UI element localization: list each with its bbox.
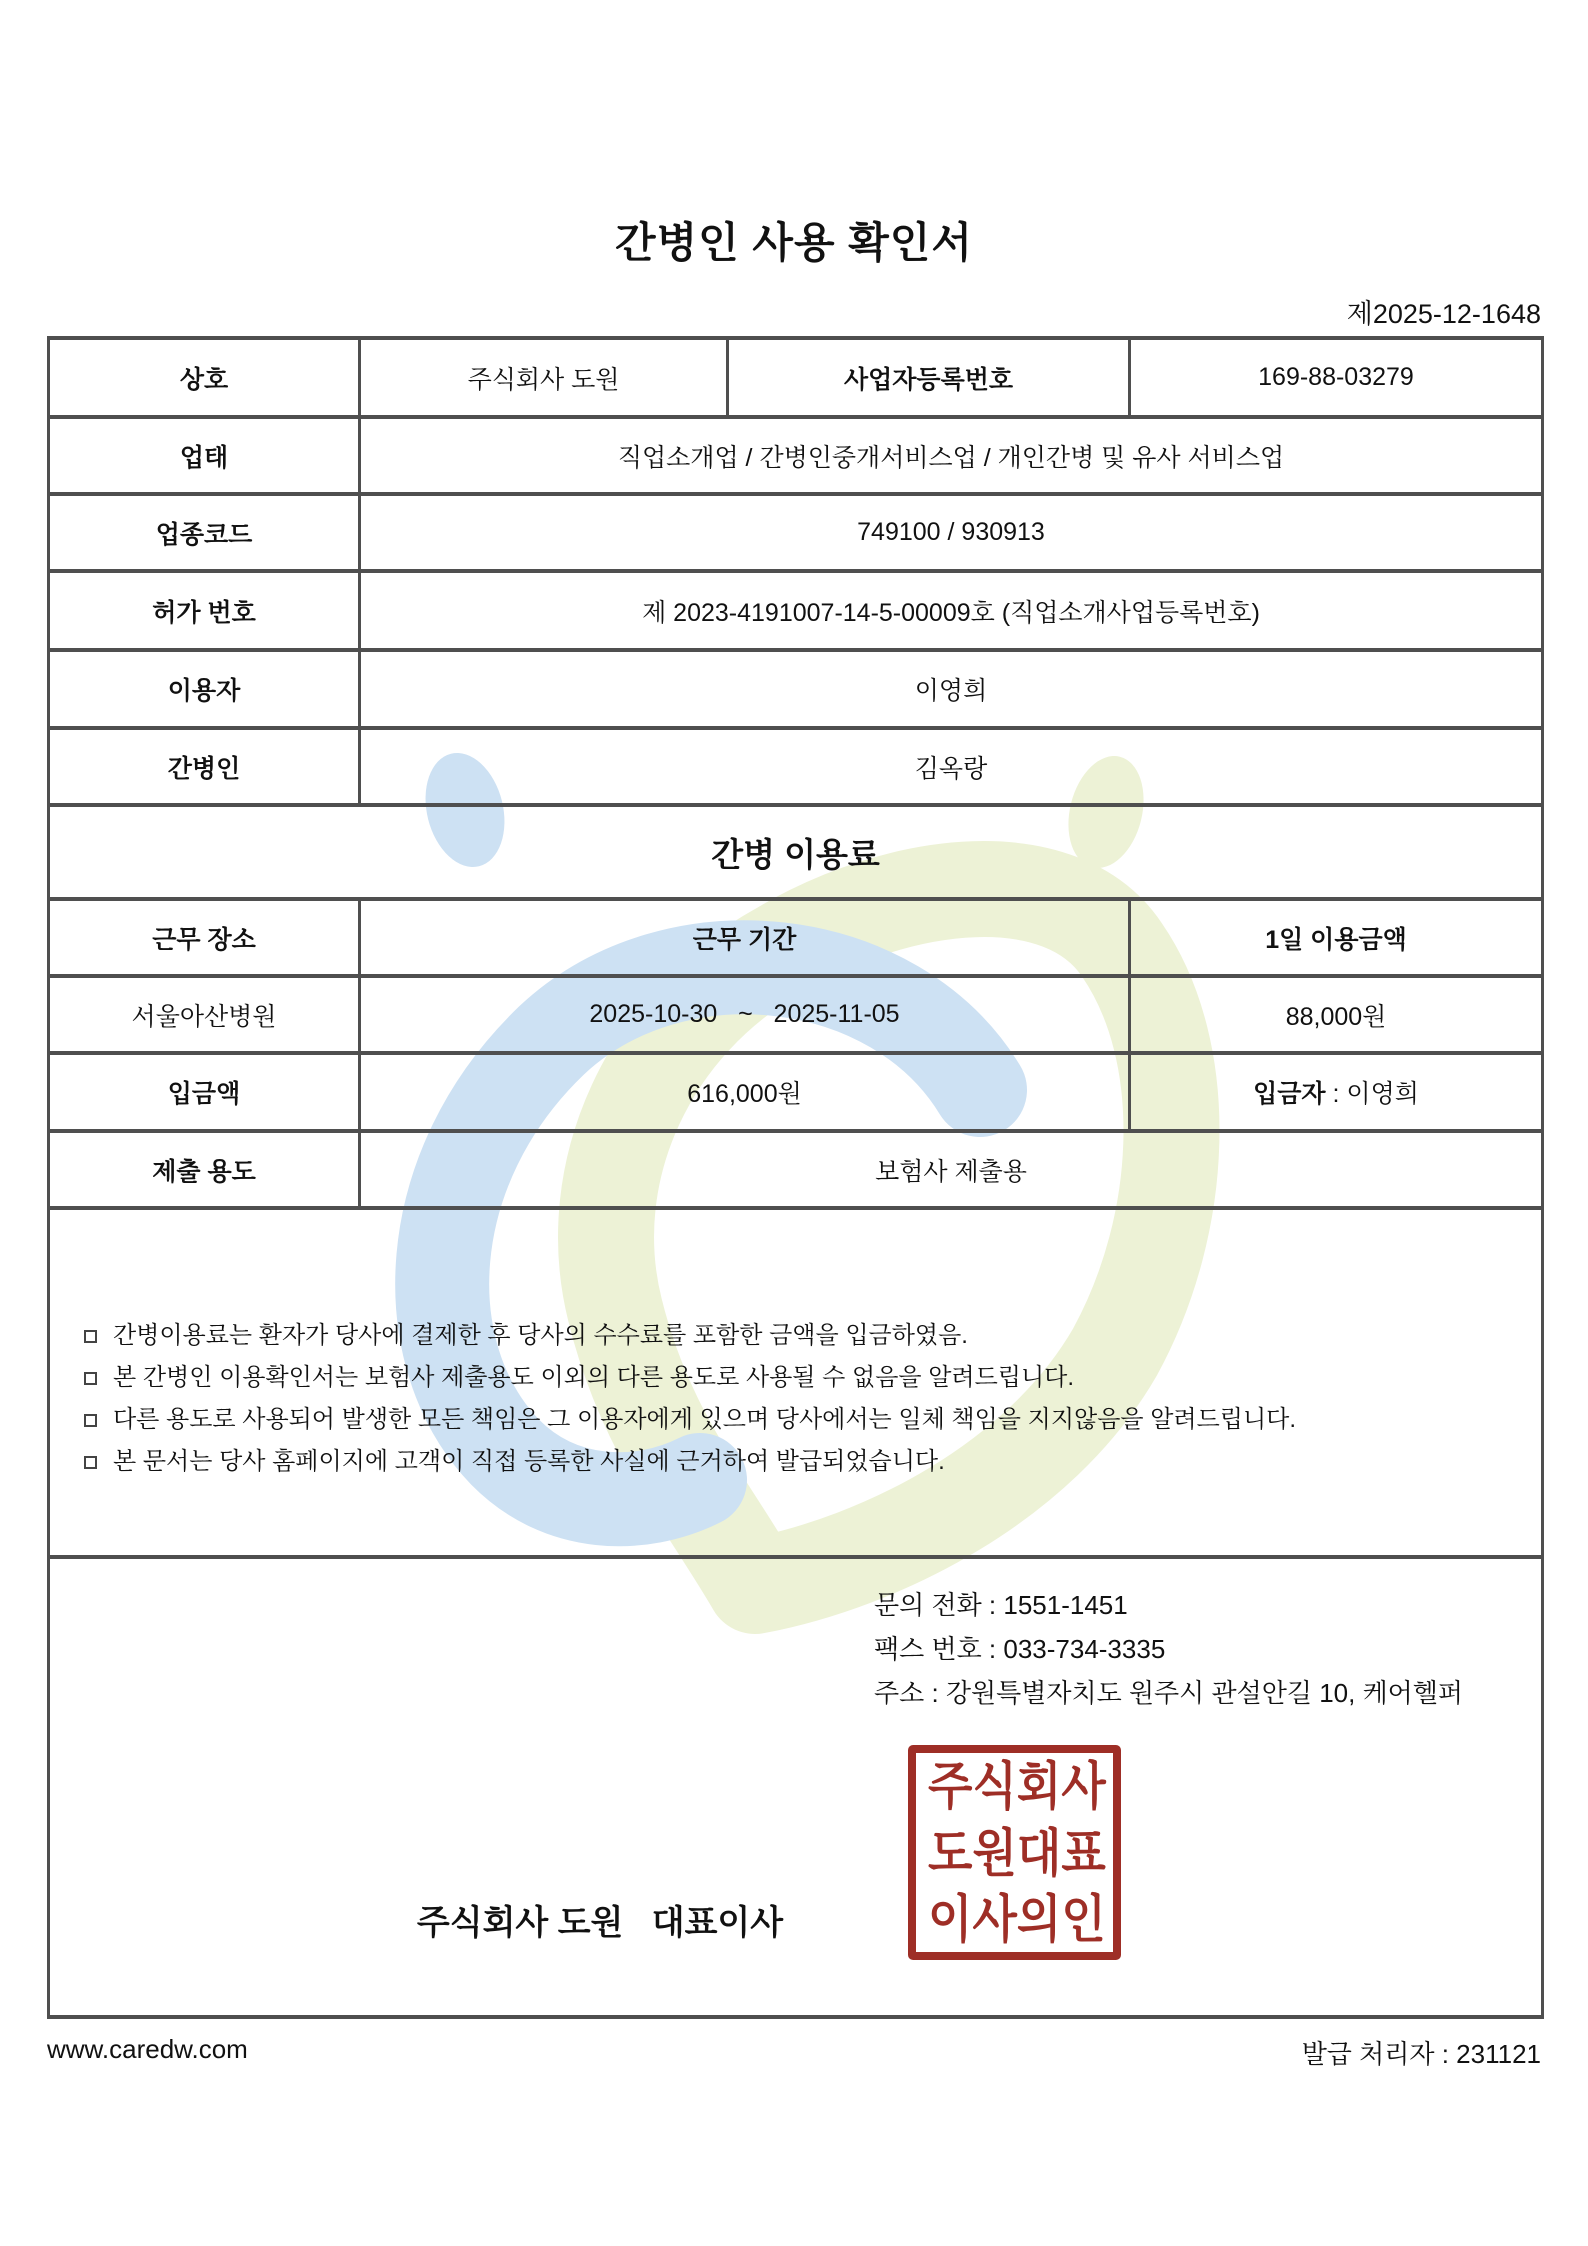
- note-text: 다른 용도로 사용되어 발생한 모든 책임은 그 이용자에게 있으며 당사에서는 일체 책임을 지지않음을 알려드립니다.: [113, 1406, 1296, 1433]
- work-period-value: 2025-10-30 ~ 2025-11-05: [360, 976, 1130, 1053]
- note-item: [84, 1406, 1531, 1434]
- permit-number-value: 제 2023-4191007-14-5-00009호 (직업소개사업등록번호): [360, 571, 1543, 650]
- seal-text-row: 도 원 대 표: [928, 1823, 1106, 1882]
- footer-website: www.caredw.com: [47, 2034, 248, 2064]
- bullet-square-icon: [84, 1456, 97, 1469]
- permit-number-label: 허가 번호: [49, 571, 360, 650]
- business-type-label: 업태: [49, 417, 360, 494]
- confirmation-table: [47, 336, 1544, 2019]
- depositor-label: 입금자: [1253, 1080, 1326, 1108]
- contact-fax: 팩스 번호 : 033-734-3335: [874, 1634, 1166, 1664]
- table-row: [49, 338, 1543, 417]
- deposit-row: [49, 1053, 1543, 1131]
- deposit-label: 입금액: [49, 1053, 360, 1131]
- note-text: 간병이용료는 환자가 당사에 결제한 후 당사의 수수료를 포함한 금액을 입금하였음.: [113, 1322, 968, 1349]
- table-row: [49, 494, 1543, 571]
- note-item: [84, 1448, 1531, 1476]
- fee-header-row: [49, 899, 1543, 976]
- note-item: [84, 1322, 1531, 1350]
- note-text: 본 문서는 당사 홈페이지에 고객이 직접 등록한 사실에 근거하여 발급되었습니다.: [113, 1448, 945, 1475]
- fee-value-row: [49, 976, 1543, 1053]
- signature-row: [49, 1557, 1543, 2017]
- note-item: [84, 1364, 1531, 1392]
- work-place-header: 근무 장소: [49, 899, 360, 976]
- caregiver-label: 간병인: [49, 728, 360, 805]
- seal-text-row: 이 사 의 인: [928, 1889, 1106, 1949]
- purpose-row: [49, 1131, 1543, 1208]
- bullet-square-icon: [84, 1372, 97, 1385]
- table-row: [49, 571, 1543, 650]
- page-title: 간병인 사용 확인서: [615, 219, 973, 266]
- table-row: [49, 650, 1543, 728]
- notes-row: [49, 1208, 1543, 1557]
- depositor-value: : 이영희: [1325, 1080, 1419, 1108]
- business-reg-label: 사업자등록번호: [728, 338, 1130, 417]
- contact-address: 주소 : 강원특별자치도 원주시 관설안길 10, 케어헬퍼: [874, 1678, 1464, 1708]
- industry-code-value: 749100 / 930913: [360, 494, 1543, 571]
- table-row: [49, 417, 1543, 494]
- bullet-square-icon: [84, 1330, 97, 1343]
- daily-fee-value: 88,000원: [1130, 976, 1543, 1053]
- company-signature-line: 주식회사 도원 대표이사: [416, 1904, 784, 1942]
- caregiver-value: 김옥랑: [360, 728, 1543, 805]
- business-reg-value: 169-88-03279: [1130, 338, 1543, 417]
- purpose-value: 보험사 제출용: [360, 1131, 1543, 1208]
- company-name-value: 주식회사 도원: [360, 338, 728, 417]
- user-label: 이용자: [49, 650, 360, 728]
- footer-issuer: 발급 처리자 : 231121: [1301, 2039, 1541, 2069]
- note-text: 본 간병인 이용확인서는 보험사 제출용도 이외의 다른 용도로 사용될 수 없음을 알려드립니다.: [113, 1364, 1075, 1391]
- business-type-value: 직업소개업 / 간병인중개서비스업 / 개인간병 및 유사 서비스업: [360, 417, 1543, 494]
- corporate-seal: [908, 1745, 1121, 1960]
- contact-phone: 문의 전화 : 1551-1451: [874, 1590, 1128, 1620]
- section-title-row: [49, 805, 1543, 899]
- document-number: 제2025-12-1648: [1346, 299, 1541, 329]
- fee-section-title: 간병 이용료: [49, 805, 1543, 899]
- purpose-label: 제출 용도: [49, 1131, 360, 1208]
- seal-text-row: 주 식 회 사: [928, 1756, 1106, 1816]
- company-name-label: 상호: [49, 338, 360, 417]
- user-value: 이영희: [360, 650, 1543, 728]
- daily-fee-header: 1일 이용금액: [1130, 899, 1543, 976]
- depositor-cell: [1130, 1053, 1543, 1131]
- notes-cell: [49, 1208, 1543, 1557]
- contact-block: [874, 1583, 1463, 1715]
- page-footer: [47, 2034, 1541, 2071]
- work-period-header: 근무 기간: [360, 899, 1130, 976]
- table-row: [49, 728, 1543, 805]
- signature-cell: [49, 1557, 1543, 2017]
- work-place-value: 서울아산병원: [49, 976, 360, 1053]
- notes-list: [50, 1210, 1541, 1476]
- deposit-amount: 616,000원: [360, 1053, 1130, 1131]
- industry-code-label: 업종코드: [49, 494, 360, 571]
- bullet-square-icon: [84, 1414, 97, 1427]
